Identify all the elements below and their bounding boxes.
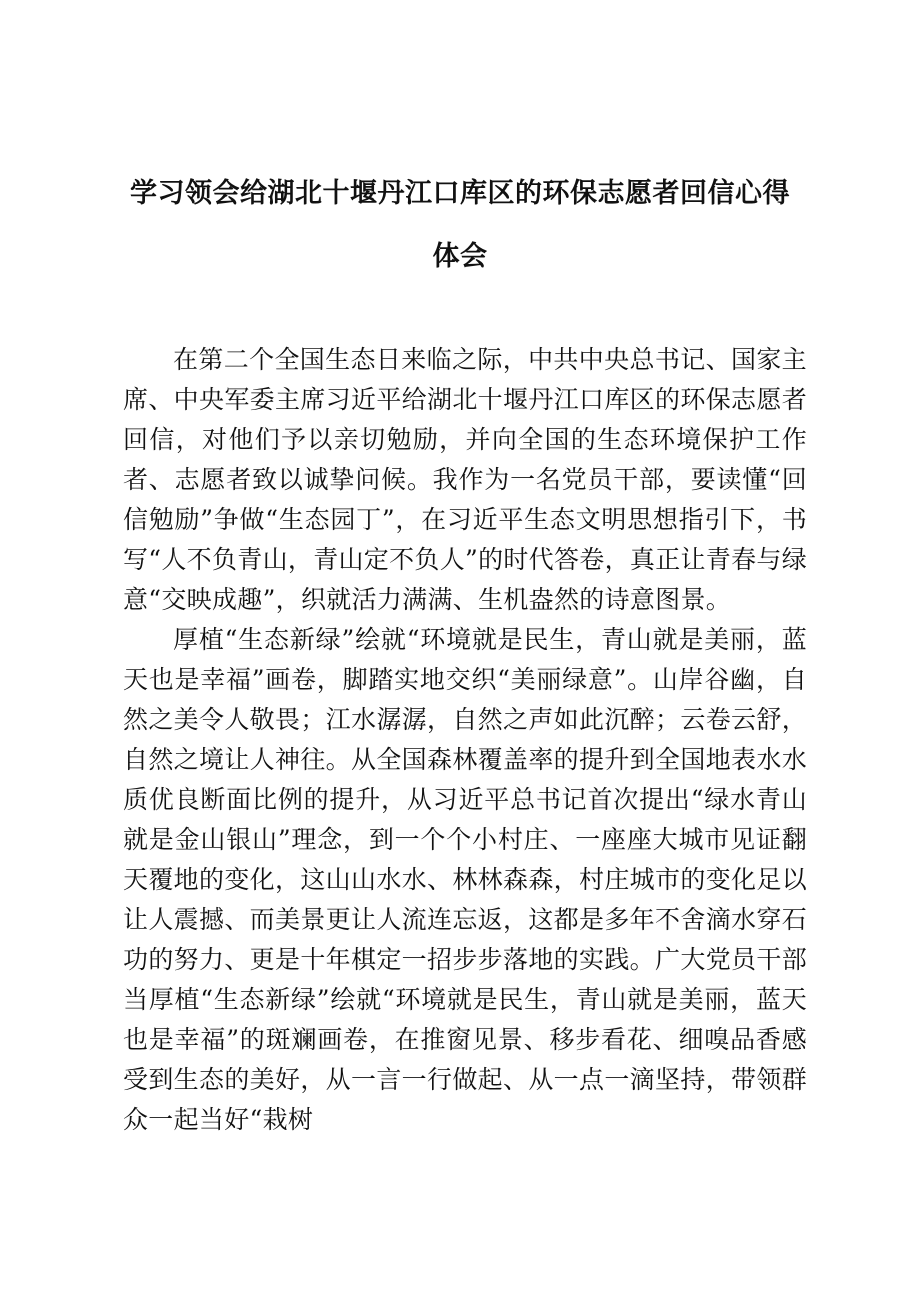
paragraph-2: 厚植“生态新绿”绘就“环境就是民生，青山就是美丽，蓝天也是幸福”画卷，脚踏实地交织“美丽绿意”。山岸谷幽，自然之美令人敬畏；江水潺潺，自然之声如此沉醉；云卷云舒，自然之境让人神往。从全国森林覆盖率的提升到全国地表水水质优良断面比例的提升，从习近平总书记首次提出“绿水青山就是金山银山”理念，到一个个小村庄、一座座大城市见证翻天覆地的变化，这山山水水、林林森森，村庄城市的变化足以让人震撼、而美景更让人流连忘返，这都是多年不舍滴水穿石功的努力、更是十年棋定一招步步落地的实践。广大党员干部当厚植“生态新绿”绘就“环境就是民生，青山就是美丽，蓝天也是幸福”的斑斓画卷，在推窗见景、移步看花、细嗅品香感受到生态的美好，从一言一行做起、从一点一滴坚持，带领群众一起当好“栽树 [123, 625, 807, 1134]
paragraph-1: 在第二个全国生态日来临之际，中共中央总书记、国家主席、中央军委主席习近平给湖北十堰丹江口库区的环保志愿者回信，对他们予以亲切勉励，并向全国的生态环境保护工作者、志愿者致以诚挚问候。我作为一名党员干部，要读懂“回信勉励”争做“生态园丁”，在习近平生态文明思想指引下，书写“人不负青山，青山定不负人”的时代答卷，真正让青春与绿意“交映成趣”，织就活力满满、生机盎然的诗意图景。 [123, 345, 807, 614]
document-body [123, 340, 807, 1140]
document-title-line-2: 体会 [432, 241, 488, 272]
document-title-line-1: 学习领会给湖北十堰丹江口库区的环保志愿者回信心得 [130, 178, 790, 209]
